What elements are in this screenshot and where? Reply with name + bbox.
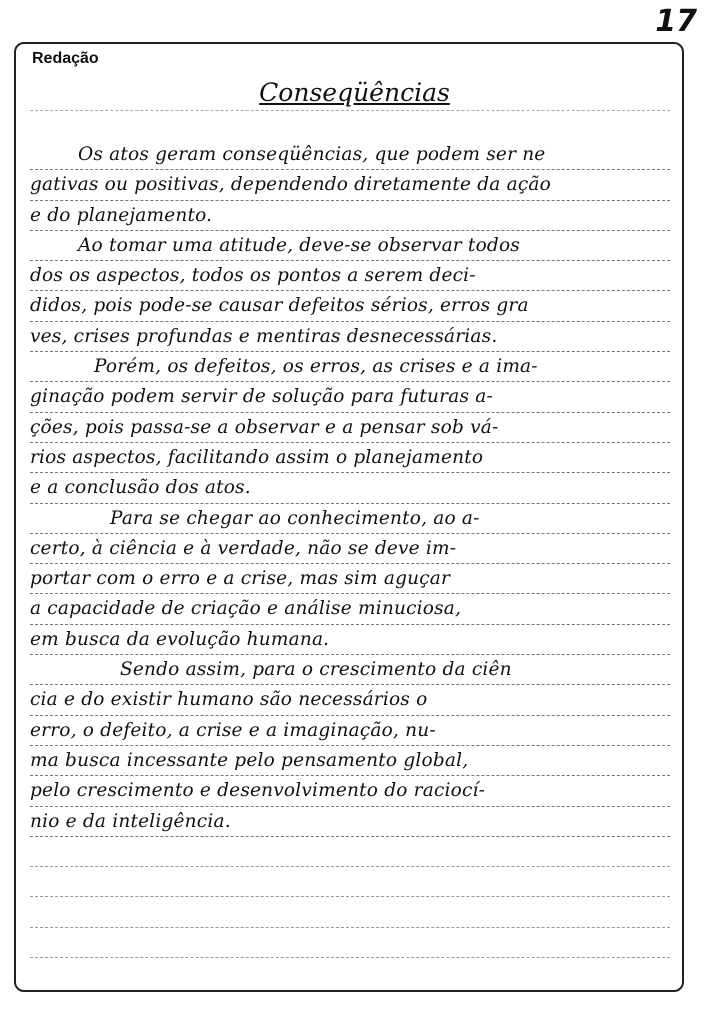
essay-line: ves, crises profundas e mentiras desnecessárias. bbox=[30, 322, 670, 352]
essay-line: Os atos geram conseqüências, que podem ser ne bbox=[30, 140, 670, 170]
essay-title bbox=[0, 78, 709, 107]
essay-line: e do planejamento. bbox=[30, 201, 670, 231]
blank-line bbox=[30, 867, 670, 897]
essay-line: em busca da evolução humana. bbox=[30, 625, 670, 655]
essay-line: cia e do existir humano são necessários o bbox=[30, 685, 670, 715]
essay-line: certo, à ciência e à verdade, não se deve im- bbox=[30, 534, 670, 564]
essay-line: Ao tomar uma atitude, deve-se observar todos bbox=[30, 231, 670, 261]
essay-body bbox=[30, 140, 670, 958]
essay-line: e a conclusão dos atos. bbox=[30, 473, 670, 503]
essay-line: a capacidade de criação e análise minuciosa, bbox=[30, 594, 670, 624]
essay-line: portar com o erro e a crise, mas sim aguçar bbox=[30, 564, 670, 594]
essay-line: didos, pois pode-se causar defeitos sérios, erros gra bbox=[30, 291, 670, 321]
header-label: Redação bbox=[32, 50, 99, 67]
essay-line: nio e da inteligência. bbox=[30, 807, 670, 837]
page-number: 17 bbox=[655, 4, 697, 39]
essay-line: ções, pois passa-se a observar e a pensar sob vá- bbox=[30, 413, 670, 443]
blank-line bbox=[30, 928, 670, 958]
essay-line: ma busca incessante pelo pensamento global, bbox=[30, 746, 670, 776]
essay-line: Porém, os defeitos, os erros, as crises e a ima- bbox=[30, 352, 670, 382]
essay-line: erro, o defeito, a crise e a imaginação, nu- bbox=[30, 716, 670, 746]
essay-line: gativas ou positivas, dependendo diretamente da ação bbox=[30, 170, 670, 200]
essay-line: Para se chegar ao conhecimento, ao a- bbox=[30, 504, 670, 534]
essay-title-text: Conseqüências bbox=[259, 78, 450, 107]
essay-line: rios aspectos, facilitando assim o planejamento bbox=[30, 443, 670, 473]
title-underline-row bbox=[30, 110, 670, 111]
essay-line: dos os aspectos, todos os pontos a serem deci- bbox=[30, 261, 670, 291]
essay-line: Sendo assim, para o crescimento da ciên bbox=[30, 655, 670, 685]
blank-line bbox=[30, 897, 670, 927]
essay-line: pelo crescimento e desenvolvimento do raciocí- bbox=[30, 776, 670, 806]
blank-line bbox=[30, 837, 670, 867]
essay-line: ginação podem servir de solução para futuras a- bbox=[30, 382, 670, 412]
